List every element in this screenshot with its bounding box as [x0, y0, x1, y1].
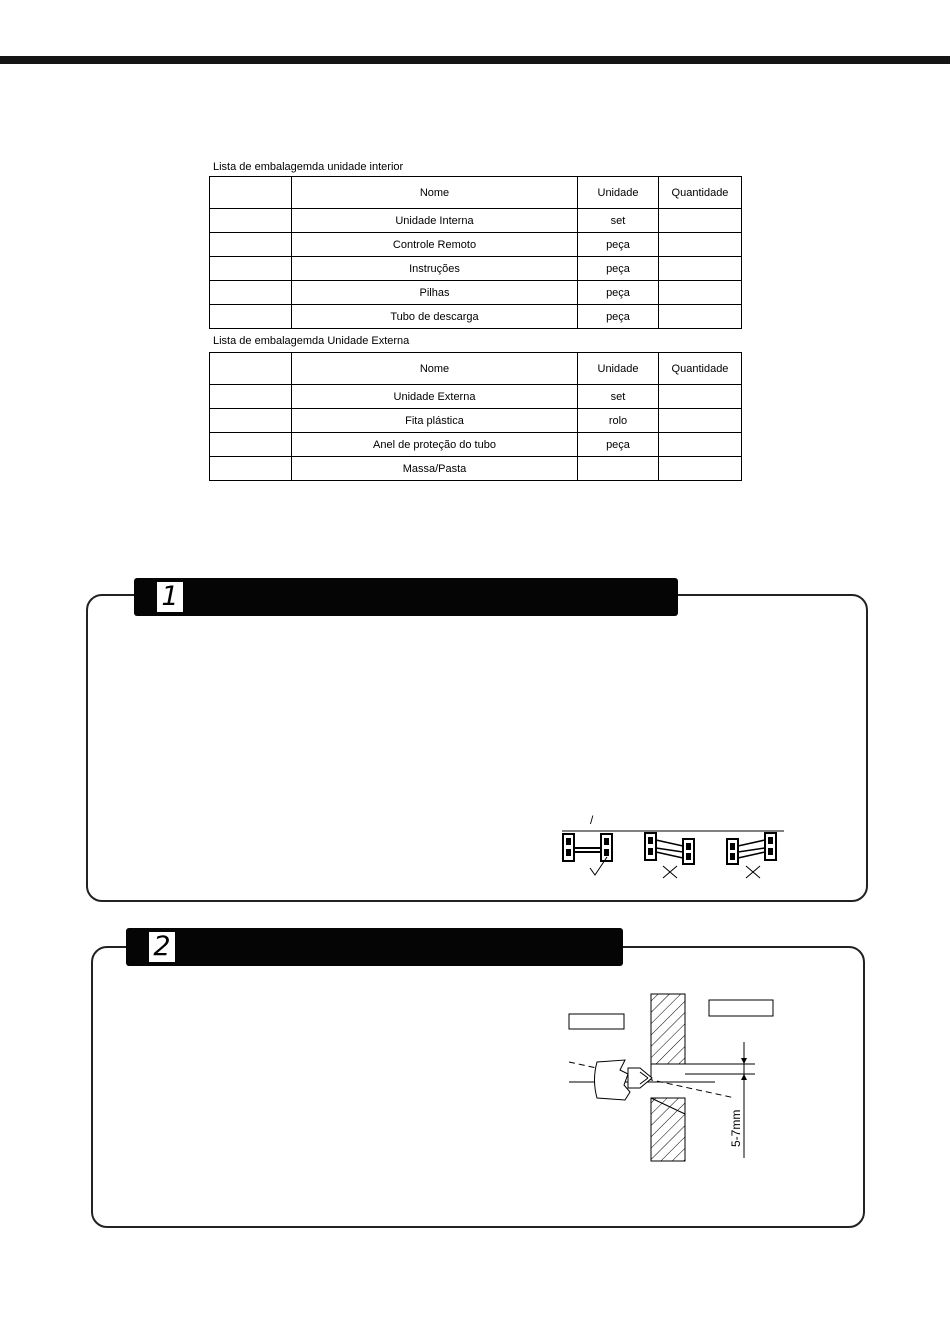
header-unit: Unidade	[578, 177, 659, 209]
header-name: Nome	[292, 353, 578, 385]
item-name: Fita plástica	[292, 409, 578, 433]
dimension-label: 5-7mm	[729, 1109, 743, 1147]
item-name: Unidade Externa	[292, 385, 578, 409]
indoor-table-caption: Lista de embalagemda unidade interior	[213, 161, 404, 173]
wall-upper	[651, 994, 685, 1064]
slash-mark: /	[590, 813, 594, 827]
header-unit: Unidade	[578, 353, 659, 385]
section-1-number: 1	[157, 582, 183, 612]
item-unit: peça	[578, 281, 659, 305]
section-2-number: 2	[149, 932, 175, 962]
drill-axis	[569, 1062, 735, 1098]
item-name: Pilhas	[292, 281, 578, 305]
item-unit: peça	[578, 433, 659, 457]
header-name: Nome	[292, 177, 578, 209]
outdoor-table-caption: Lista de embalagemda Unidade Externa	[213, 335, 410, 347]
indoor-label-box	[569, 1014, 624, 1029]
item-unit: set	[578, 385, 659, 409]
wall-lower	[651, 1098, 685, 1161]
item-unit: set	[578, 209, 659, 233]
item-unit: peça	[578, 257, 659, 281]
item-name: Controle Remoto	[292, 233, 578, 257]
outdoor-label-box	[709, 1000, 773, 1016]
item-unit: peça	[578, 305, 659, 329]
item-name: Massa/Pasta	[292, 457, 578, 481]
drill-icon	[595, 1060, 653, 1100]
item-unit: rolo	[578, 409, 659, 433]
item-name: Instruções	[292, 257, 578, 281]
header-quantity: Quantidade	[659, 353, 742, 385]
header-quantity: Quantidade	[659, 177, 742, 209]
item-name: Tubo de descarga	[292, 305, 578, 329]
item-name: Unidade Interna	[292, 209, 578, 233]
item-unit: peça	[578, 233, 659, 257]
item-name: Anel de proteção do tubo	[292, 433, 578, 457]
